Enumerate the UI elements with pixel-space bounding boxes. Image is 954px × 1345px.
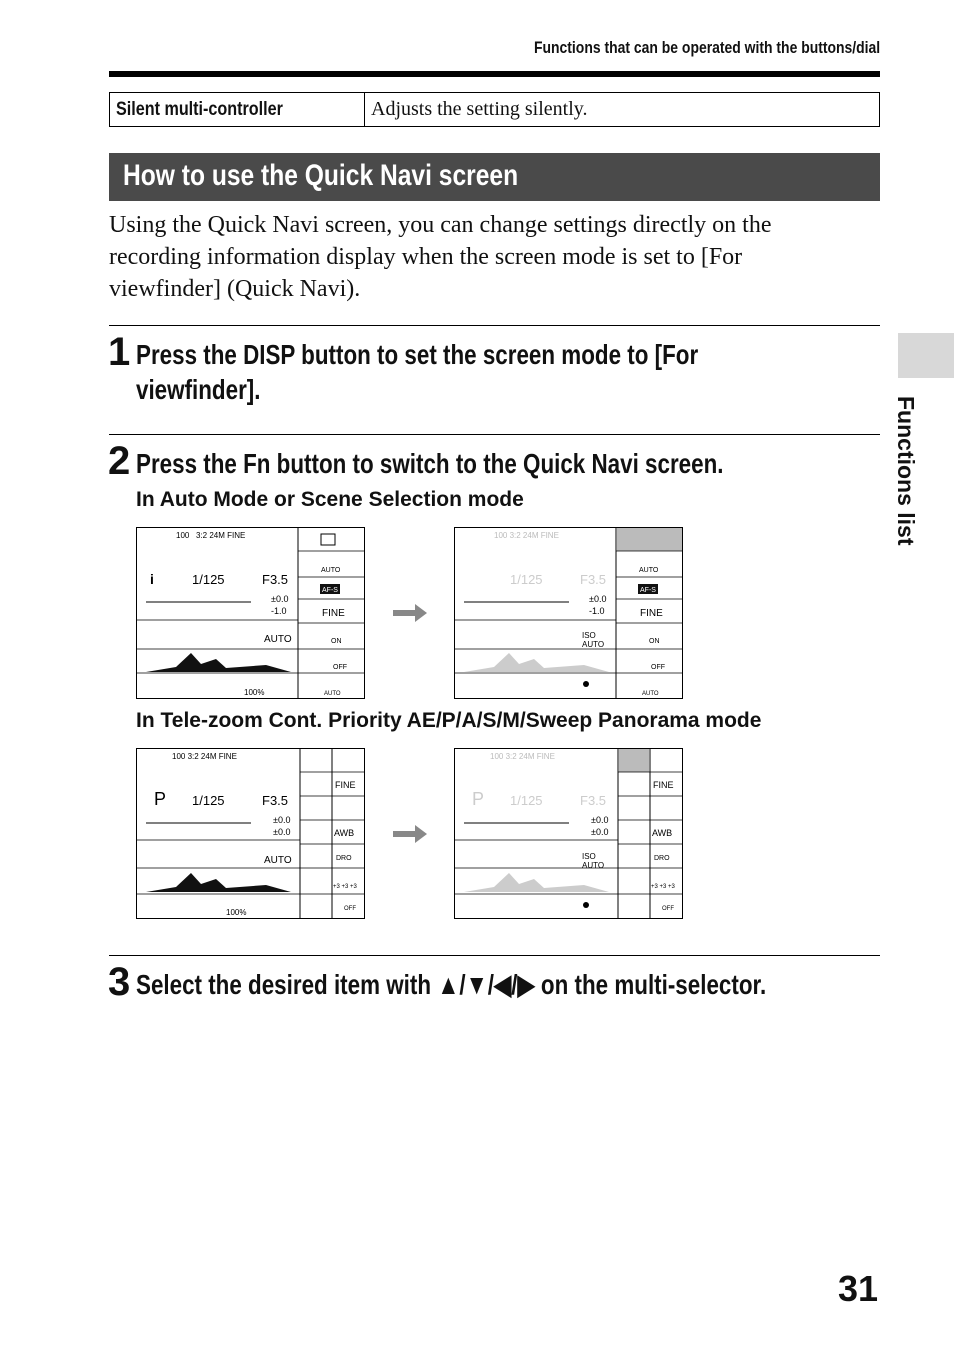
svg-text:-1.0: -1.0 <box>589 606 605 616</box>
subheading-auto: In Auto Mode or Scene Selection mode <box>136 488 524 511</box>
table-cell-desc: Adjusts the setting silently. <box>365 93 880 127</box>
svg-text:AF-S: AF-S <box>640 587 656 594</box>
section-title: How to use the Quick Navi screen <box>123 159 519 192</box>
table-cell-name: Silent multi-controller <box>110 93 365 127</box>
screen-p-quicknavi <box>454 748 683 919</box>
step-number: 3 <box>108 960 131 1004</box>
svg-text:1/125: 1/125 <box>510 572 543 587</box>
svg-text:100%: 100% <box>226 908 247 917</box>
svg-text:OFF: OFF <box>651 664 665 671</box>
svg-text:AUTO: AUTO <box>264 634 292 645</box>
table-row <box>110 93 880 127</box>
shutter-value: 1/125 <box>192 572 225 587</box>
svg-text:100 3:2 24M FINE: 100 3:2 24M FINE <box>494 531 559 540</box>
svg-text:AUTO: AUTO <box>639 567 659 574</box>
svg-text:3:2 24M FINE: 3:2 24M FINE <box>196 531 246 540</box>
svg-text:P: P <box>472 789 485 809</box>
svg-text:DRO: DRO <box>654 855 670 862</box>
svg-text:+3 +3 +3: +3 +3 +3 <box>651 884 675 890</box>
svg-text:1/125: 1/125 <box>192 793 225 808</box>
function-table <box>109 92 880 127</box>
svg-text:±0.0: ±0.0 <box>273 815 291 825</box>
svg-text:AUTO: AUTO <box>642 691 659 697</box>
shot-count: 100 <box>176 531 190 540</box>
step-text: Select the desired item with ▲/▼/◀/▶ on the multi-selector. <box>136 969 767 1000</box>
svg-text:OFF: OFF <box>344 906 356 912</box>
mode-p-label: P <box>154 789 167 809</box>
step-text: Press the Fn button to switch to the Quick Navi screen. <box>136 448 724 479</box>
svg-text:100 3:2 24M FINE: 100 3:2 24M FINE <box>490 752 555 761</box>
header-rule <box>109 71 880 77</box>
subheading-tele: In Tele-zoom Cont. Priority AE/P/A/S/M/Sweep Panorama mode <box>136 709 762 732</box>
svg-text:ON: ON <box>649 638 660 645</box>
svg-text:100%: 100% <box>244 688 265 697</box>
step-text <box>136 337 698 407</box>
svg-text:FINE: FINE <box>640 608 663 619</box>
svg-text:±0.0: ±0.0 <box>591 815 609 825</box>
section-banner <box>109 153 880 201</box>
screen-p-display <box>136 748 365 919</box>
arrow-right-icon <box>393 604 427 622</box>
svg-text:AUTO: AUTO <box>582 640 605 649</box>
svg-text:AUTO: AUTO <box>321 567 341 574</box>
aperture-value: F3.5 <box>262 572 289 587</box>
svg-text:+3 +3 +3: +3 +3 +3 <box>333 884 357 890</box>
svg-text:AUTO: AUTO <box>324 691 341 697</box>
svg-text:F3.5: F3.5 <box>262 793 289 808</box>
page-number: 31 <box>837 1268 878 1309</box>
svg-text:DRO: DRO <box>336 855 352 862</box>
svg-text:100 3:2 24M FINE: 100 3:2 24M FINE <box>172 752 237 761</box>
svg-text:AUTO: AUTO <box>264 855 292 866</box>
step-number: 1 <box>108 330 131 374</box>
side-tab-label: Functions list <box>893 396 919 546</box>
running-header: Functions that can be operated with the buttons/dial <box>533 38 880 57</box>
svg-text:F3.5: F3.5 <box>580 572 607 587</box>
svg-text:-1.0: -1.0 <box>271 606 287 616</box>
step-number: 2 <box>108 439 131 483</box>
svg-text:1/125: 1/125 <box>510 793 543 808</box>
side-tab <box>898 333 954 378</box>
svg-text:AWB: AWB <box>652 828 673 838</box>
svg-text:FINE: FINE <box>335 780 356 790</box>
svg-text:ISO: ISO <box>582 852 596 861</box>
screen-auto-display <box>136 527 365 699</box>
step-divider <box>109 955 880 956</box>
svg-text:OFF: OFF <box>662 906 674 912</box>
svg-text:±0.0: ±0.0 <box>589 594 607 604</box>
step-divider <box>109 325 880 326</box>
svg-text:±0.0: ±0.0 <box>271 594 289 604</box>
svg-text:AUTO: AUTO <box>582 861 605 870</box>
svg-text:FINE: FINE <box>322 608 345 619</box>
svg-text:AF-S: AF-S <box>322 587 338 594</box>
svg-text:F3.5: F3.5 <box>580 793 607 808</box>
svg-text:OFF: OFF <box>333 664 347 671</box>
step-text-line: viewfinder]. <box>136 374 261 405</box>
svg-text:±0.0: ±0.0 <box>591 827 609 837</box>
step-divider <box>109 434 880 435</box>
svg-text:ON: ON <box>331 638 342 645</box>
arrow-right-icon <box>393 825 427 843</box>
svg-text:±0.0: ±0.0 <box>273 827 291 837</box>
screen-auto-quicknavi <box>454 527 683 699</box>
mode-icon: i <box>150 571 154 587</box>
svg-text:FINE: FINE <box>653 780 674 790</box>
step-text-line: Press the DISP button to set the screen mode to [For <box>136 339 699 370</box>
svg-text:AWB: AWB <box>334 828 355 838</box>
intro-paragraph: Using the Quick Navi screen, you can change settings directly on the recording information display when the screen mode is set to [For viewfinder] (Quick Navi). <box>109 212 772 302</box>
svg-text:ISO: ISO <box>582 631 596 640</box>
